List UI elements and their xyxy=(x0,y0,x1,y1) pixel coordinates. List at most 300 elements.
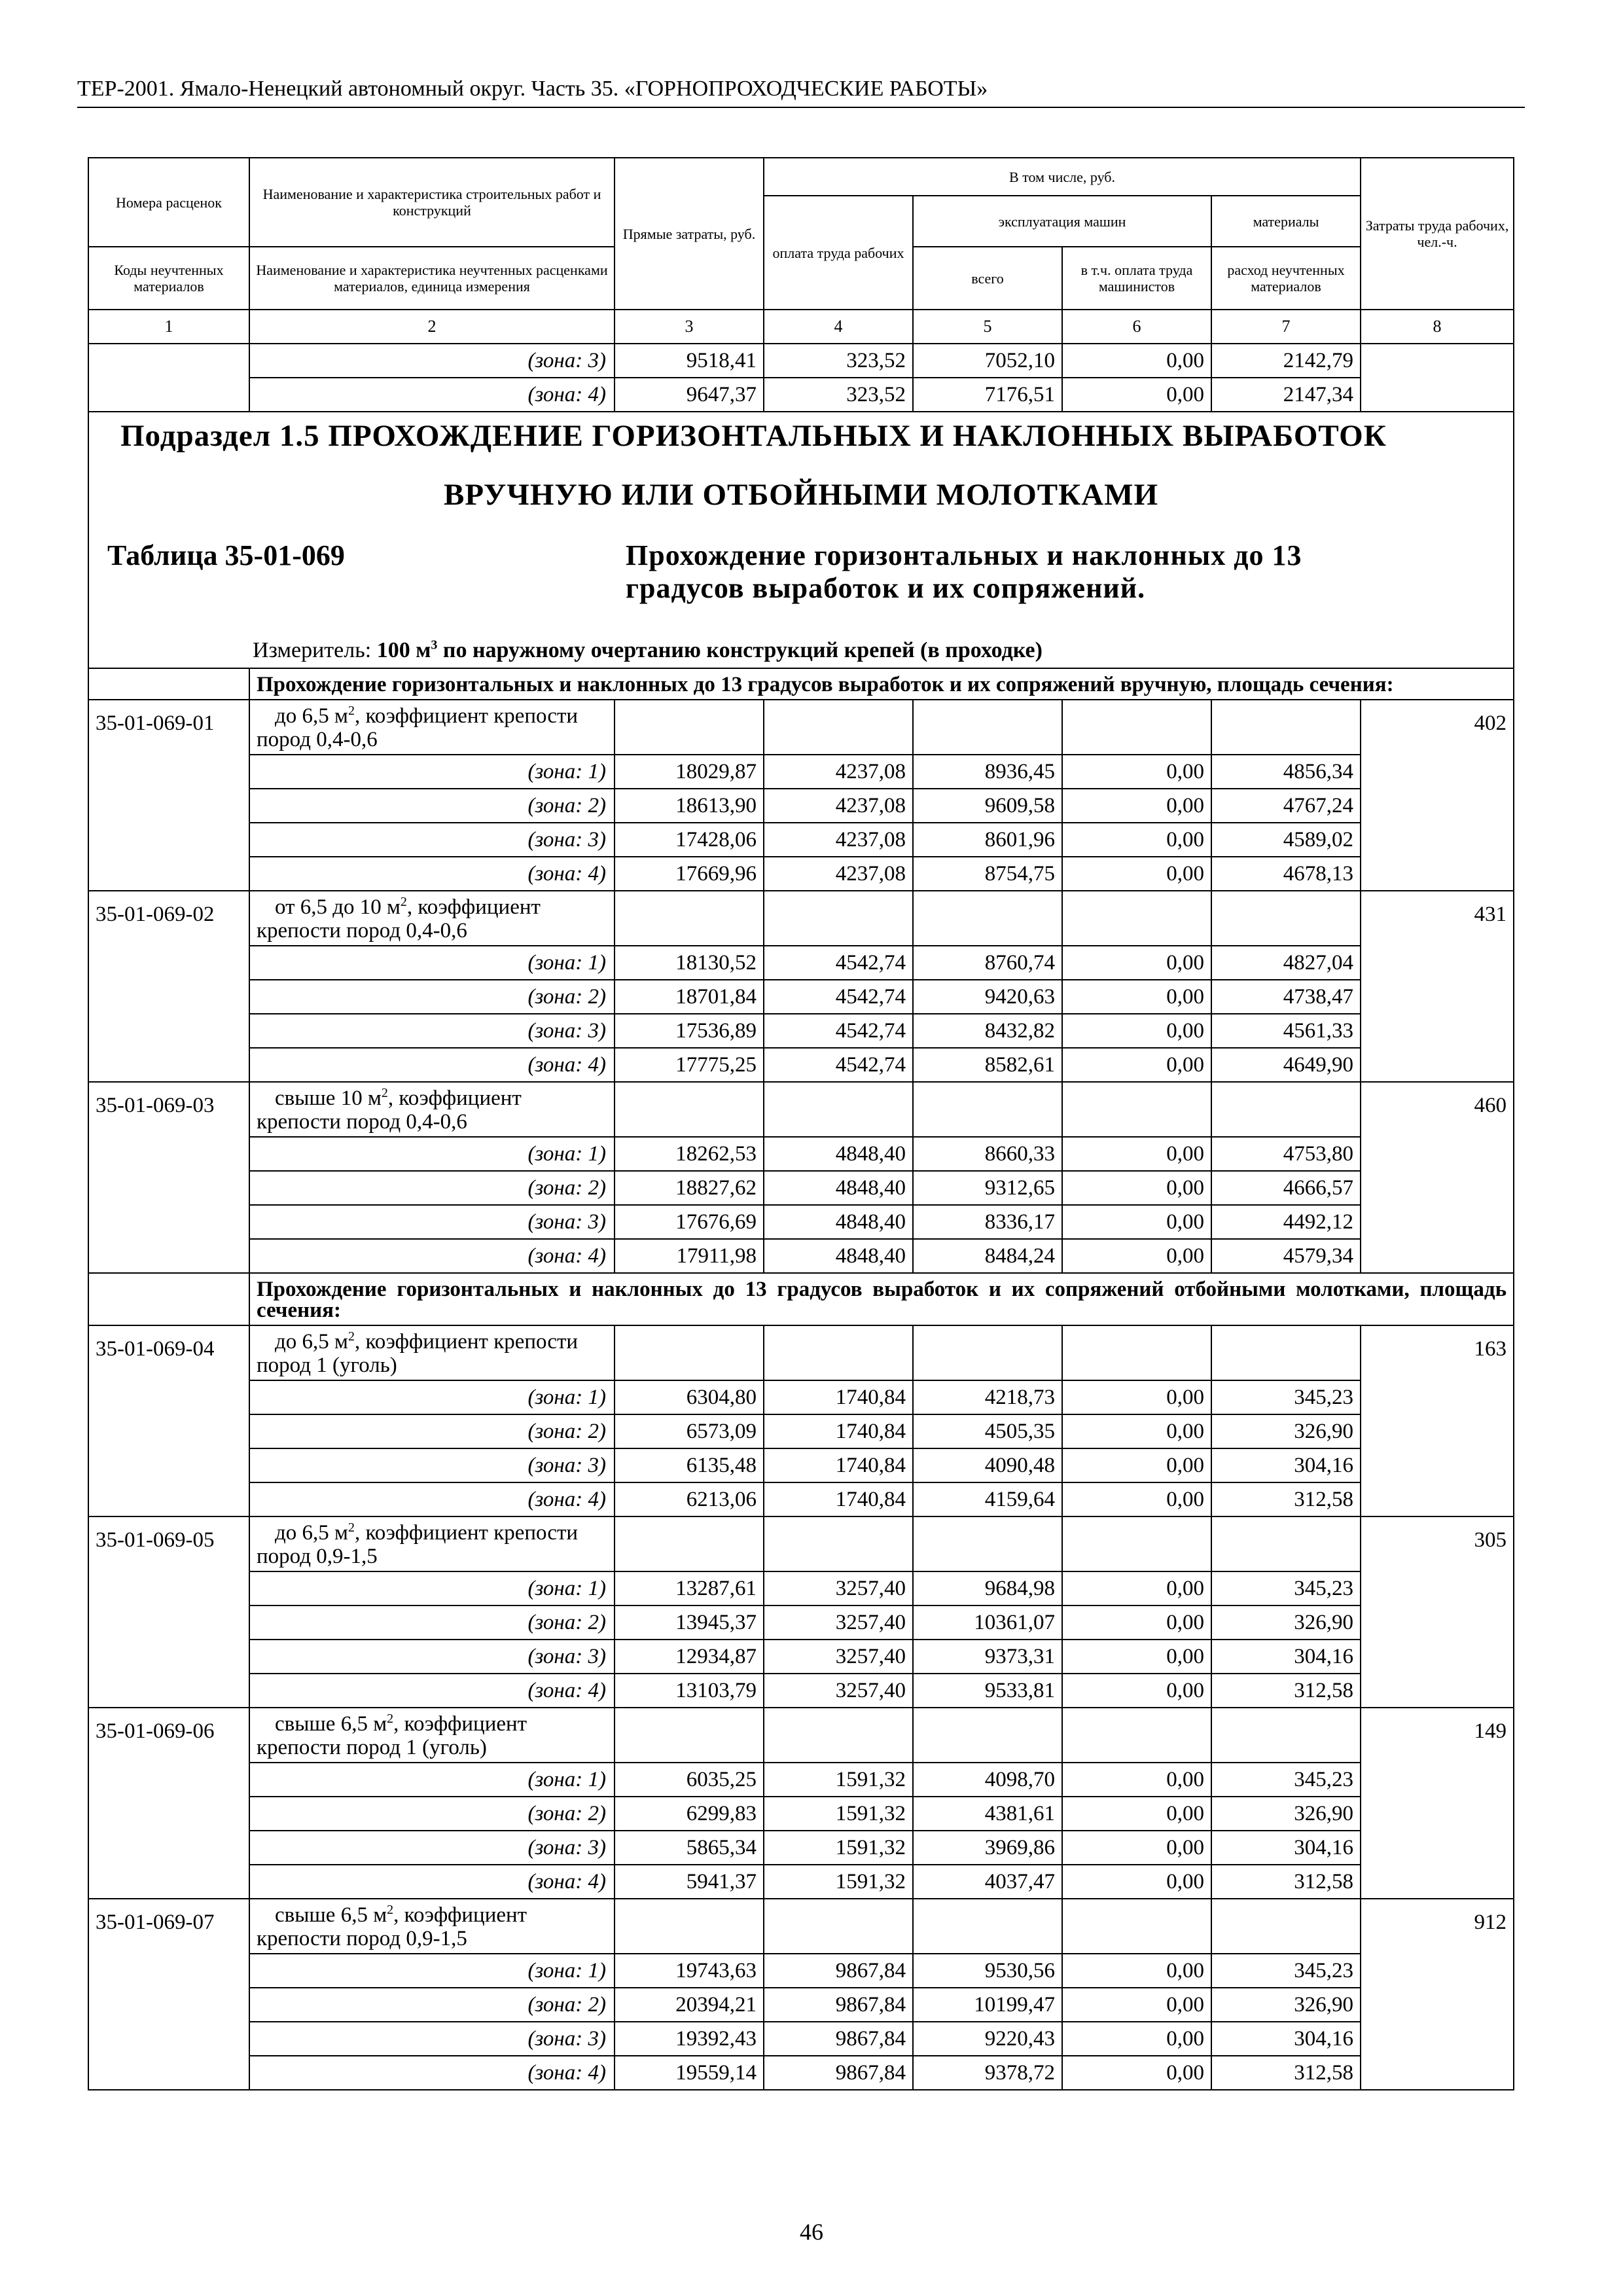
machines-total-cell: 8601,96 xyxy=(913,823,1062,857)
empty-value-cell xyxy=(615,1516,764,1571)
col-number: 2 xyxy=(249,310,615,344)
zone-label: (зона: 3) xyxy=(249,1640,615,1674)
section-title-line2: ВРУЧНУЮ ИЛИ ОТБОЙНЫМИ МОЛОТКАМИ xyxy=(443,478,1159,512)
zone-row xyxy=(88,1674,1514,1708)
description-text: , коэффициент крепости пород 0,4-0,6 xyxy=(257,1086,522,1134)
direct-costs-cell: 13945,37 xyxy=(615,1605,764,1640)
zone-row xyxy=(88,2056,1514,2090)
machinists-pay-cell: 0,00 xyxy=(1062,1605,1211,1640)
direct-costs-cell: 17775,25 xyxy=(615,1048,764,1082)
zone-label: (зона: 1) xyxy=(249,755,615,789)
zone-row xyxy=(88,1640,1514,1674)
rate-description xyxy=(249,891,615,946)
zone-label: (зона: 4) xyxy=(249,1048,615,1082)
machines-total-cell: 7052,10 xyxy=(913,344,1062,378)
labor-pay-cell: 9867,84 xyxy=(764,2056,913,2090)
direct-costs-cell: 18029,87 xyxy=(615,755,764,789)
empty-value-cell xyxy=(764,1899,913,1954)
rate-code: 35-01-069-03 xyxy=(88,1082,249,1273)
direct-costs-cell: 5865,34 xyxy=(615,1831,764,1865)
head-materials-unaccounted: расход неучтенных материалов xyxy=(1211,247,1361,310)
head-machines: эксплуатация машин xyxy=(913,196,1211,247)
empty-value-cell xyxy=(1211,1516,1361,1571)
rate-code: 35-01-069-04 xyxy=(88,1325,249,1516)
zone-row xyxy=(88,1763,1514,1797)
labor-pay-cell: 3257,40 xyxy=(764,1571,913,1605)
labor-pay-cell: 4542,74 xyxy=(764,980,913,1014)
direct-costs-cell: 18613,90 xyxy=(615,789,764,823)
zone-row xyxy=(88,1482,1514,1516)
measure-prefix: Измеритель: xyxy=(253,638,377,662)
materials-cell: 4666,57 xyxy=(1211,1171,1361,1205)
labor-pay-cell: 1740,84 xyxy=(764,1448,913,1482)
empty-value-cell xyxy=(1062,1325,1211,1380)
machines-total-cell: 8432,82 xyxy=(913,1014,1062,1048)
materials-cell: 4767,24 xyxy=(1211,789,1361,823)
materials-cell: 4579,34 xyxy=(1211,1239,1361,1273)
direct-costs-cell: 6299,83 xyxy=(615,1797,764,1831)
direct-costs-cell: 12934,87 xyxy=(615,1640,764,1674)
zone-label: (зона: 4) xyxy=(249,1865,615,1899)
machines-total-cell: 4505,35 xyxy=(913,1414,1062,1448)
zone-row xyxy=(88,1380,1514,1414)
materials-cell: 345,23 xyxy=(1211,1380,1361,1414)
rate-code: 35-01-069-01 xyxy=(88,700,249,891)
machines-total-cell: 8936,45 xyxy=(913,755,1062,789)
machinists-pay-cell: 0,00 xyxy=(1062,946,1211,980)
labor-pay-cell: 323,52 xyxy=(764,344,913,378)
labor-pay-cell: 3257,40 xyxy=(764,1640,913,1674)
rate-item-row xyxy=(88,1708,1514,1763)
head-materials: материалы xyxy=(1211,196,1361,247)
direct-costs-cell: 17676,69 xyxy=(615,1205,764,1239)
zone-row xyxy=(88,1831,1514,1865)
head-work-name: Наименование и характеристика строительных работ и конструкций xyxy=(249,158,615,247)
labor-hours: 402 xyxy=(1361,700,1514,891)
machinists-pay-cell: 0,00 xyxy=(1062,1865,1211,1899)
machinists-pay-cell: 0,00 xyxy=(1062,1048,1211,1082)
description-sup: 2 xyxy=(381,1086,388,1100)
empty-value-cell xyxy=(615,700,764,755)
materials-cell: 4492,12 xyxy=(1211,1205,1361,1239)
rate-description xyxy=(249,700,615,755)
empty-value-cell xyxy=(913,1325,1062,1380)
empty-value-cell xyxy=(1062,1516,1211,1571)
zone-row xyxy=(88,1571,1514,1605)
machines-total-cell: 8336,17 xyxy=(913,1205,1062,1239)
labor-pay-cell: 1740,84 xyxy=(764,1380,913,1414)
machinists-pay-cell: 0,00 xyxy=(1062,1988,1211,2022)
labor-pay-cell: 3257,40 xyxy=(764,1674,913,1708)
description-text: , коэффициент крепости пород 0,4-0,6 xyxy=(257,895,541,942)
rate-item-row xyxy=(88,1899,1514,1954)
empty-value-cell xyxy=(1062,1082,1211,1137)
zone-label: (зона: 1) xyxy=(249,946,615,980)
empty-value-cell xyxy=(1211,1899,1361,1954)
section-row xyxy=(88,412,1514,668)
machines-total-cell: 9220,43 xyxy=(913,2022,1062,2056)
materials-cell: 4856,34 xyxy=(1211,755,1361,789)
zone-label: (зона: 4) xyxy=(249,1239,615,1273)
empty-value-cell xyxy=(1062,700,1211,755)
measure-sup: 3 xyxy=(431,637,438,653)
zone-row xyxy=(88,823,1514,857)
description-sup: 2 xyxy=(400,895,407,909)
machines-total-cell: 4381,61 xyxy=(913,1797,1062,1831)
labor-pay-cell: 4237,08 xyxy=(764,857,913,891)
description-text: свыше 6,5 м xyxy=(275,1712,387,1736)
materials-cell: 304,16 xyxy=(1211,2022,1361,2056)
zone-row xyxy=(88,1137,1514,1171)
table-title-block xyxy=(89,539,1513,637)
description-text: , коэффициент крепости пород 0,9-1,5 xyxy=(257,1521,579,1568)
zone-label: (зона: 2) xyxy=(249,789,615,823)
rate-description xyxy=(249,1325,615,1380)
direct-costs-cell: 6035,25 xyxy=(615,1763,764,1797)
zone-label: (зона: 2) xyxy=(249,1797,615,1831)
labor-pay-cell: 9867,84 xyxy=(764,1954,913,1988)
machines-total-cell: 10361,07 xyxy=(913,1605,1062,1640)
zone-row xyxy=(88,1797,1514,1831)
empty-code-cell xyxy=(88,668,249,700)
empty-value-cell xyxy=(913,1516,1062,1571)
machinists-pay-cell: 0,00 xyxy=(1062,1571,1211,1605)
rate-code: 35-01-069-02 xyxy=(88,891,249,1082)
zone-label: (зона: 2) xyxy=(249,1988,615,2022)
labor-pay-cell: 1591,32 xyxy=(764,1763,913,1797)
materials-cell: 345,23 xyxy=(1211,1763,1361,1797)
machinists-pay-cell: 0,00 xyxy=(1062,1171,1211,1205)
description-text: до 6,5 м xyxy=(275,704,348,728)
materials-cell: 312,58 xyxy=(1211,1865,1361,1899)
description-text: до 6,5 м xyxy=(275,1330,348,1354)
labor-pay-cell: 4542,74 xyxy=(764,1014,913,1048)
machinists-pay-cell: 0,00 xyxy=(1062,823,1211,857)
materials-cell: 304,16 xyxy=(1211,1831,1361,1865)
labor-pay-cell: 1591,32 xyxy=(764,1831,913,1865)
rates-table xyxy=(88,157,1514,2090)
empty-value-cell xyxy=(615,1708,764,1763)
empty-value-cell xyxy=(1211,1325,1361,1380)
materials-cell: 312,58 xyxy=(1211,1482,1361,1516)
zone-label: (зона: 4) xyxy=(249,1674,615,1708)
zone-row xyxy=(88,1205,1514,1239)
zone-row xyxy=(88,789,1514,823)
machines-total-cell: 3969,86 xyxy=(913,1831,1062,1865)
labor-pay-cell: 3257,40 xyxy=(764,1605,913,1640)
machinists-pay-cell: 0,00 xyxy=(1062,1239,1211,1273)
rate-description xyxy=(249,1899,615,1954)
description-text: , коэффициент крепости пород 0,4-0,6 xyxy=(257,704,579,751)
materials-cell: 4561,33 xyxy=(1211,1014,1361,1048)
materials-cell: 345,23 xyxy=(1211,1571,1361,1605)
labor-pay-cell: 4237,08 xyxy=(764,755,913,789)
zone-label: (зона: 2) xyxy=(249,1605,615,1640)
zone-label: (зона: 3) xyxy=(249,1014,615,1048)
zone-label: (зона: 4) xyxy=(249,2056,615,2090)
col-number: 1 xyxy=(88,310,249,344)
page-header: ТЕР-2001. Ямало-Ненецкий автономный округ. Часть 35. «ГОРНОПРОХОДЧЕСКИЕ РАБОТЫ» xyxy=(77,77,988,101)
rate-item-row xyxy=(88,1082,1514,1137)
description-text: , коэффициент крепости пород 1 (уголь) xyxy=(257,1330,579,1377)
zone-row xyxy=(88,2022,1514,2056)
zone-label: (зона: 1) xyxy=(249,1137,615,1171)
rate-description xyxy=(249,1708,615,1763)
labor-pay-cell: 9867,84 xyxy=(764,2022,913,2056)
measure-rest: по наружному очертанию конструкций крепей (в проходке) xyxy=(437,638,1043,662)
empty-code-cell xyxy=(88,1273,249,1325)
zone-row xyxy=(88,755,1514,789)
zone-label: (зона: 2) xyxy=(249,980,615,1014)
machines-total-cell: 9378,72 xyxy=(913,2056,1062,2090)
description-text: , коэффициент крепости пород 1 (уголь) xyxy=(257,1712,527,1759)
materials-cell: 304,16 xyxy=(1211,1448,1361,1482)
direct-costs-cell: 5941,37 xyxy=(615,1865,764,1899)
labor-hours: 163 xyxy=(1361,1325,1514,1516)
col-number: 4 xyxy=(764,310,913,344)
zone-label: (зона: 4) xyxy=(249,1482,615,1516)
labor-hours: 149 xyxy=(1361,1708,1514,1899)
direct-costs-cell: 17536,89 xyxy=(615,1014,764,1048)
machines-total-cell: 4159,64 xyxy=(913,1482,1062,1516)
column-numbers-row xyxy=(88,310,1514,344)
col-number: 6 xyxy=(1062,310,1211,344)
machines-total-cell: 8760,74 xyxy=(913,946,1062,980)
labor-hours: 431 xyxy=(1361,891,1514,1082)
machinists-pay-cell: 0,00 xyxy=(1062,1674,1211,1708)
materials-cell: 4738,47 xyxy=(1211,980,1361,1014)
machinists-pay-cell: 0,00 xyxy=(1062,980,1211,1014)
measure-value xyxy=(377,638,1043,662)
zone-row xyxy=(88,1988,1514,2022)
empty-value-cell xyxy=(615,1899,764,1954)
empty-labor-cell xyxy=(1361,344,1514,412)
materials-cell: 304,16 xyxy=(1211,1640,1361,1674)
col-number: 8 xyxy=(1361,310,1514,344)
machinists-pay-cell: 0,00 xyxy=(1062,1954,1211,1988)
zone-row xyxy=(88,1448,1514,1482)
materials-cell: 345,23 xyxy=(1211,1954,1361,1988)
machinists-pay-cell: 0,00 xyxy=(1062,1414,1211,1448)
empty-code-cell xyxy=(88,344,249,412)
description-text: до 6,5 м xyxy=(275,1521,348,1545)
machines-total-cell: 4098,70 xyxy=(913,1763,1062,1797)
zone-label: (зона: 1) xyxy=(249,1763,615,1797)
col-number: 5 xyxy=(913,310,1062,344)
empty-value-cell xyxy=(764,1708,913,1763)
zone-label: (зона: 4) xyxy=(249,857,615,891)
zone-label: (зона: 3) xyxy=(249,2022,615,2056)
machines-total-cell: 9530,56 xyxy=(913,1954,1062,1988)
direct-costs-cell: 6573,09 xyxy=(615,1414,764,1448)
labor-hours: 305 xyxy=(1361,1516,1514,1708)
empty-value-cell xyxy=(764,1516,913,1571)
direct-costs-cell: 19559,14 xyxy=(615,2056,764,2090)
zone-row xyxy=(88,1014,1514,1048)
direct-costs-cell: 18130,52 xyxy=(615,946,764,980)
zone-label: (зона: 1) xyxy=(249,1954,615,1988)
direct-costs-cell: 18701,84 xyxy=(615,980,764,1014)
empty-value-cell xyxy=(764,1082,913,1137)
zone-label: (зона: 3) xyxy=(249,1448,615,1482)
labor-pay-cell: 1740,84 xyxy=(764,1482,913,1516)
empty-value-cell xyxy=(764,1325,913,1380)
direct-costs-cell: 18262,53 xyxy=(615,1137,764,1171)
materials-cell: 4827,04 xyxy=(1211,946,1361,980)
direct-costs-cell: 13287,61 xyxy=(615,1571,764,1605)
labor-pay-cell: 4848,40 xyxy=(764,1205,913,1239)
materials-cell: 326,90 xyxy=(1211,1988,1361,2022)
table-title: Прохождение горизонтальных и наклонных до 13 градусов выработок и их сопряжений. xyxy=(626,539,1302,604)
materials-cell: 312,58 xyxy=(1211,2056,1361,2090)
section-title-line1: Подраздел 1.5 ПРОХОЖДЕНИЕ ГОРИЗОНТАЛЬНЫХ И НАКЛОННЫХ ВЫРАБОТОК xyxy=(120,419,1387,453)
zone-row xyxy=(88,1239,1514,1273)
header-rule xyxy=(77,107,1525,108)
direct-costs-cell: 6135,48 xyxy=(615,1448,764,1482)
head-labor-pay: оплата труда рабочих xyxy=(764,196,913,310)
zone-label: (зона: 4) xyxy=(249,378,615,412)
labor-pay-cell: 323,52 xyxy=(764,378,913,412)
section-heading-cell xyxy=(88,412,1514,668)
empty-value-cell xyxy=(615,891,764,946)
labor-pay-cell: 4542,74 xyxy=(764,1048,913,1082)
empty-value-cell xyxy=(1211,700,1361,755)
labor-pay-cell: 4848,40 xyxy=(764,1171,913,1205)
direct-costs-cell: 19743,63 xyxy=(615,1954,764,1988)
rate-item-row xyxy=(88,1325,1514,1380)
labor-pay-cell: 9867,84 xyxy=(764,1988,913,2022)
direct-costs-cell: 9518,41 xyxy=(615,344,764,378)
head-material-names: Наименование и характеристика неучтенных расценками материалов, единица измерения xyxy=(249,247,615,310)
direct-costs-cell: 13103,79 xyxy=(615,1674,764,1708)
machinists-pay-cell: 0,00 xyxy=(1062,755,1211,789)
zone-row xyxy=(88,1171,1514,1205)
rate-description xyxy=(249,1516,615,1571)
machinists-pay-cell: 0,00 xyxy=(1062,1640,1211,1674)
empty-value-cell xyxy=(913,1082,1062,1137)
zone-label: (зона: 3) xyxy=(249,1831,615,1865)
empty-value-cell xyxy=(615,1082,764,1137)
rate-item-row xyxy=(88,700,1514,755)
zone-row xyxy=(88,980,1514,1014)
rate-code: 35-01-069-06 xyxy=(88,1708,249,1899)
machines-total-cell: 8660,33 xyxy=(913,1137,1062,1171)
zone-row xyxy=(88,378,1514,412)
head-machines-total: всего xyxy=(913,247,1062,310)
direct-costs-cell: 9647,37 xyxy=(615,378,764,412)
machines-total-cell: 4037,47 xyxy=(913,1865,1062,1899)
page-number: 46 xyxy=(800,2219,823,2245)
labor-pay-cell: 1740,84 xyxy=(764,1414,913,1448)
empty-value-cell xyxy=(1062,891,1211,946)
zone-label: (зона: 2) xyxy=(249,1171,615,1205)
labor-pay-cell: 4237,08 xyxy=(764,789,913,823)
empty-value-cell xyxy=(913,891,1062,946)
direct-costs-cell: 17911,98 xyxy=(615,1239,764,1273)
table-label: Таблица 35-01-069 xyxy=(107,539,345,571)
zone-row xyxy=(88,1865,1514,1899)
machinists-pay-cell: 0,00 xyxy=(1062,1205,1211,1239)
group-title: Прохождение горизонтальных и наклонных до 13 градусов выработок и их сопряжений отбойными молотками, площадь сечения: xyxy=(249,1273,1514,1325)
machines-total-cell: 10199,47 xyxy=(913,1988,1062,2022)
head-including: В том числе, руб. xyxy=(764,158,1361,196)
labor-hours: 460 xyxy=(1361,1082,1514,1273)
empty-value-cell xyxy=(1211,1708,1361,1763)
description-sup: 2 xyxy=(348,1329,355,1344)
machinists-pay-cell: 0,00 xyxy=(1062,1482,1211,1516)
description-sup: 2 xyxy=(387,1903,394,1917)
materials-cell: 4678,13 xyxy=(1211,857,1361,891)
labor-pay-cell: 4542,74 xyxy=(764,946,913,980)
machinists-pay-cell: 0,00 xyxy=(1062,1448,1211,1482)
machinists-pay-cell: 0,00 xyxy=(1062,789,1211,823)
materials-cell: 326,90 xyxy=(1211,1414,1361,1448)
rate-item-row xyxy=(88,891,1514,946)
machinists-pay-cell: 0,00 xyxy=(1062,857,1211,891)
head-rate-number: Номера расценок xyxy=(88,158,249,247)
zone-row xyxy=(88,857,1514,891)
machinists-pay-cell: 0,00 xyxy=(1062,1380,1211,1414)
machinists-pay-cell: 0,00 xyxy=(1062,2056,1211,2090)
machinists-pay-cell: 0,00 xyxy=(1062,1014,1211,1048)
description-text: , коэффициент крепости пород 0,9-1,5 xyxy=(257,1903,527,1950)
col-number: 7 xyxy=(1211,310,1361,344)
machinists-pay-cell: 0,00 xyxy=(1062,378,1211,412)
materials-cell: 4589,02 xyxy=(1211,823,1361,857)
measure-unit xyxy=(89,637,1513,668)
rate-code: 35-01-069-07 xyxy=(88,1899,249,2090)
labor-pay-cell: 4848,40 xyxy=(764,1239,913,1273)
empty-value-cell xyxy=(913,700,1062,755)
rate-description xyxy=(249,1082,615,1137)
machinists-pay-cell: 0,00 xyxy=(1062,1763,1211,1797)
direct-costs-cell: 6213,06 xyxy=(615,1482,764,1516)
zone-row xyxy=(88,1048,1514,1082)
machinists-pay-cell: 0,00 xyxy=(1062,1797,1211,1831)
group-title: Прохождение горизонтальных и наклонных до 13 градусов выработок и их сопряжений вручную, площадь сечения: xyxy=(249,668,1514,700)
machines-total-cell: 9420,63 xyxy=(913,980,1062,1014)
empty-value-cell xyxy=(764,700,913,755)
machines-total-cell: 9609,58 xyxy=(913,789,1062,823)
machines-total-cell: 9373,31 xyxy=(913,1640,1062,1674)
group-heading-row xyxy=(88,1273,1514,1325)
description-sup: 2 xyxy=(387,1712,394,1726)
machinists-pay-cell: 0,00 xyxy=(1062,1137,1211,1171)
empty-value-cell xyxy=(1211,891,1361,946)
group-heading-row xyxy=(88,668,1514,700)
measure-value-text: 100 м xyxy=(376,638,431,662)
materials-cell: 312,58 xyxy=(1211,1674,1361,1708)
materials-cell: 4753,80 xyxy=(1211,1137,1361,1171)
machines-total-cell: 8582,61 xyxy=(913,1048,1062,1082)
labor-hours: 912 xyxy=(1361,1899,1514,2090)
empty-value-cell xyxy=(764,891,913,946)
zone-row xyxy=(88,344,1514,378)
labor-pay-cell: 4237,08 xyxy=(764,823,913,857)
description-text: от 6,5 до 10 м xyxy=(275,895,401,919)
machines-total-cell: 8754,75 xyxy=(913,857,1062,891)
zone-label: (зона: 3) xyxy=(249,823,615,857)
zone-label: (зона: 2) xyxy=(249,1414,615,1448)
direct-costs-cell: 18827,62 xyxy=(615,1171,764,1205)
machinists-pay-cell: 0,00 xyxy=(1062,2022,1211,2056)
materials-cell: 4649,90 xyxy=(1211,1048,1361,1082)
machines-total-cell: 4218,73 xyxy=(913,1380,1062,1414)
labor-pay-cell: 1591,32 xyxy=(764,1797,913,1831)
head-labor-hours: Затраты труда рабочих, чел.-ч. xyxy=(1361,158,1514,310)
empty-value-cell xyxy=(913,1899,1062,1954)
materials-cell: 2142,79 xyxy=(1211,344,1361,378)
